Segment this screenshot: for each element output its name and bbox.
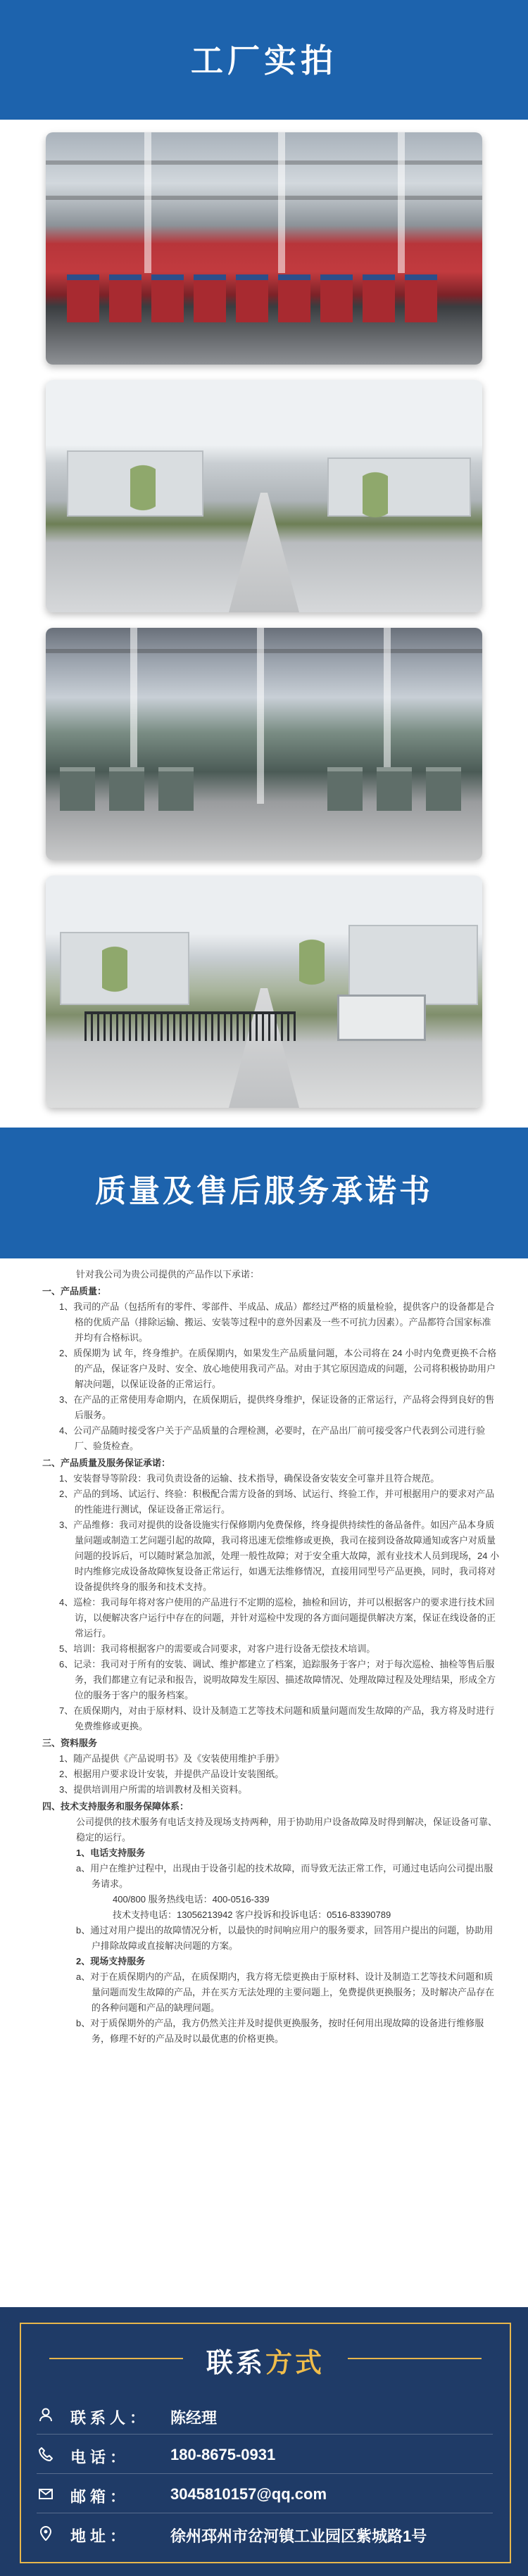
contact-heading (21, 2341, 510, 2380)
contact-label: 电话： (70, 2449, 130, 2466)
list-item: 1、我司的产品（包括所有的零件、零部件、半成品、成品）都经过严格的质量检验，提供客户的设备都是合格的优质产品（排除运输、搬运、安装等过程中的意外因素及一些不可抗力因素）。产品都符合国家标准并均有合格标识。 (59, 1301, 495, 1343)
list-item: 2、质保期为 试 年，终身维护。在质保期内，如果发生产品质量问题，本公司将在 24 小时内免费更换不合格的产品，保证客户及时、安全、放心地使用我司产品。对由于其它原因造成的问题，公司将积极协助用户解决问题，以保证设备的正常运行。 (59, 1348, 497, 1389)
subsection-title: 2、现场支持服务 (76, 1956, 146, 1966)
list-item: 3、提供培训用户所需的培训教材及相关资料。 (59, 1784, 248, 1795)
contact-value[interactable]: 180-8675-0931 (170, 2446, 276, 2463)
list-item: 7、在质保期内，对由于原材料、设计及制造工艺等技术问题和质量问题而发生故障的产品，我方将及时进行免费维修或更换。 (59, 1705, 495, 1731)
list-item: a、对于在质保期内的产品，在质保期内，我方将无偿更换由于原材料、设计及制造工艺等技术问题和质量问题而发生故障的产品，并在买方无法处理的主要问题上，免费提供更换服务；及时解决产品存在的各种问题和产品的缺理问题。 (76, 1971, 495, 2013)
hotline-text: 400/800 服务热线电话：400-0516-339 (113, 1894, 270, 1905)
section-intro: 公司提供的技术服务有电话支持及现场支持两种，用于协助用户设备故障及时得到解决，保证设备可靠、稳定的运行。 (76, 1817, 498, 1843)
factory-photo-4 (46, 876, 482, 1108)
contact-label: 联系人： (70, 2409, 150, 2427)
contact-row-person (37, 2404, 487, 2432)
contact-row-phone (37, 2444, 487, 2472)
factory-banner (0, 0, 528, 120)
promise-intro: 针对我公司为贵公司提供的产品作以下承诺： (76, 1269, 260, 1280)
list-item: 1、随产品提供《产品说明书》及《安装使用维护手册》 (59, 1753, 284, 1764)
mail-icon (37, 2486, 55, 2504)
list-item: 2、根据用户要求设计安装，并提供产品设计安装图纸。 (59, 1769, 284, 1779)
user-icon (37, 2407, 55, 2425)
contact-label: 地址： (70, 2527, 130, 2545)
contact-section (0, 2307, 528, 2576)
tech-support-text: 技术支持电话：13056213942 客户投诉和投诉电话：0516-83390789 (113, 1909, 391, 1920)
divider (37, 2434, 493, 2435)
list-item: b、对于质保期外的产品，我方仍然关注并及时提供更换服务，按时任何用出现故障的设备进行维修服务，修理不好的产品及时以最优惠的价格更换。 (76, 2018, 484, 2044)
section-title: 一、产品质量： (42, 1286, 107, 1296)
promise-banner (0, 1128, 528, 1258)
contact-value: 陈经理 (170, 2409, 218, 2427)
factory-photo-4-wrap (0, 876, 528, 1123)
factory-photo-2 (46, 380, 482, 612)
promise-title: 质量及售后服务承诺书 (95, 1174, 433, 1208)
contact-heading-a: 联系 (206, 2349, 265, 2378)
contact-value[interactable]: 3045810157@qq.com (170, 2485, 327, 2503)
factory-photo-3-wrap (0, 628, 528, 876)
factory-photos (0, 120, 528, 380)
factory-photo-2-wrap (0, 380, 528, 628)
list-item: b、通过对用户提出的故障情况分析，以最快的时间响应用户的服务要求，回答用户提出的问题，协助用户排除故障或直接解决问题的方案。 (76, 1925, 494, 1951)
factory-title: 工厂实拍 (191, 42, 337, 79)
divider (37, 2473, 493, 2474)
contact-heading-b: 方式 (265, 2349, 325, 2378)
section-title: 三、资料服务 (42, 1738, 98, 1748)
section-title: 四、技术支持服务和服务保障体系： (42, 1801, 189, 1812)
list-item: 6、记录：我司对于所有的安装、调试、维护都建立了档案，追踪服务于客户；对于每次巡检、抽检等售后服务，我们都建立有记录和报告，说明故障发生原因、描述故障情况、处理故障过程及处理结果，形成全方位的服务于客户的服务档案。 (59, 1659, 496, 1700)
promise-document (0, 1267, 528, 2047)
list-item: 4、巡检：我司每年将对客户使用的产品进行不定期的巡检，抽检和回访，并可以根据客户的要求进行技术回访，以便解决客户运行中存在的问题，并针对巡检中发现的各方面问题提供解决方案，保证在线设备的正常运行。 (59, 1597, 496, 1639)
section-title: 二、产品质量及服务保证承诺： (42, 1458, 171, 1468)
contact-label: 邮箱： (70, 2488, 130, 2506)
phone-icon (37, 2446, 55, 2465)
subsection-title: 1、电话支持服务 (76, 1848, 146, 1858)
contact-value: 徐州邳州市岔河镇工业园区紫城路1号 (170, 2527, 427, 2545)
factory-photo-3 (46, 628, 482, 860)
list-item: 5、培训：我司将根据客户的需要或合同要求，对客户进行设备无偿技术培训。 (59, 1643, 376, 1654)
list-item: 3、产品维修：我司对提供的设备设施实行保修期内免费保修，终身提供持续性的备品备件。如因产品本身质量问题或制造工艺问题引起的故障，我司将迅速无偿维修或更换，我司在接到设备故障通知或客户对质量问题的投诉后，可以随时紧急加派，处理一般性故障；对于安全重大故障，派有业技术人员到现场，24 小时内维修完成设备故障恢复设备正常运行，如遇无法维修情况，直接用同型号产品更换，同时，我司将对设备提供终身的服务和技术支持。 (59, 1520, 500, 1592)
factory-photo-1 (46, 132, 482, 365)
contact-frame (20, 2323, 511, 2563)
list-item: a、用户在维护过程中，出现由于设备引起的技术故障，而导致无法正常工作，可通过电话向公司提出服务请求。 (76, 1863, 494, 1889)
list-item: 2、产品的到场、试运行、终验：积极配合需方设备的到场、试运行、终验工作，并可根据用户的要求对产品的性能进行测试，保证设备正常运行。 (59, 1489, 495, 1515)
location-icon (37, 2525, 55, 2544)
list-item: 1、安装督导等阶段：我司负责设备的运输、技术指导，确保设备安装安全可靠并且符合规范。 (59, 1473, 440, 1484)
list-item: 3、在产品的正常使用寿命期内，在质保期后，提供终身维护，保证设备的正常运行，产品将会得到良好的售后服务。 (59, 1394, 495, 1420)
contact-row-address (37, 2523, 487, 2551)
list-item: 4、公司产品随时接受客户关于产品质量的合理检测，必要时，在产品出厂前可接受客户代表到公司进行验厂、验货检查。 (59, 1425, 486, 1451)
contact-row-email (37, 2483, 487, 2511)
